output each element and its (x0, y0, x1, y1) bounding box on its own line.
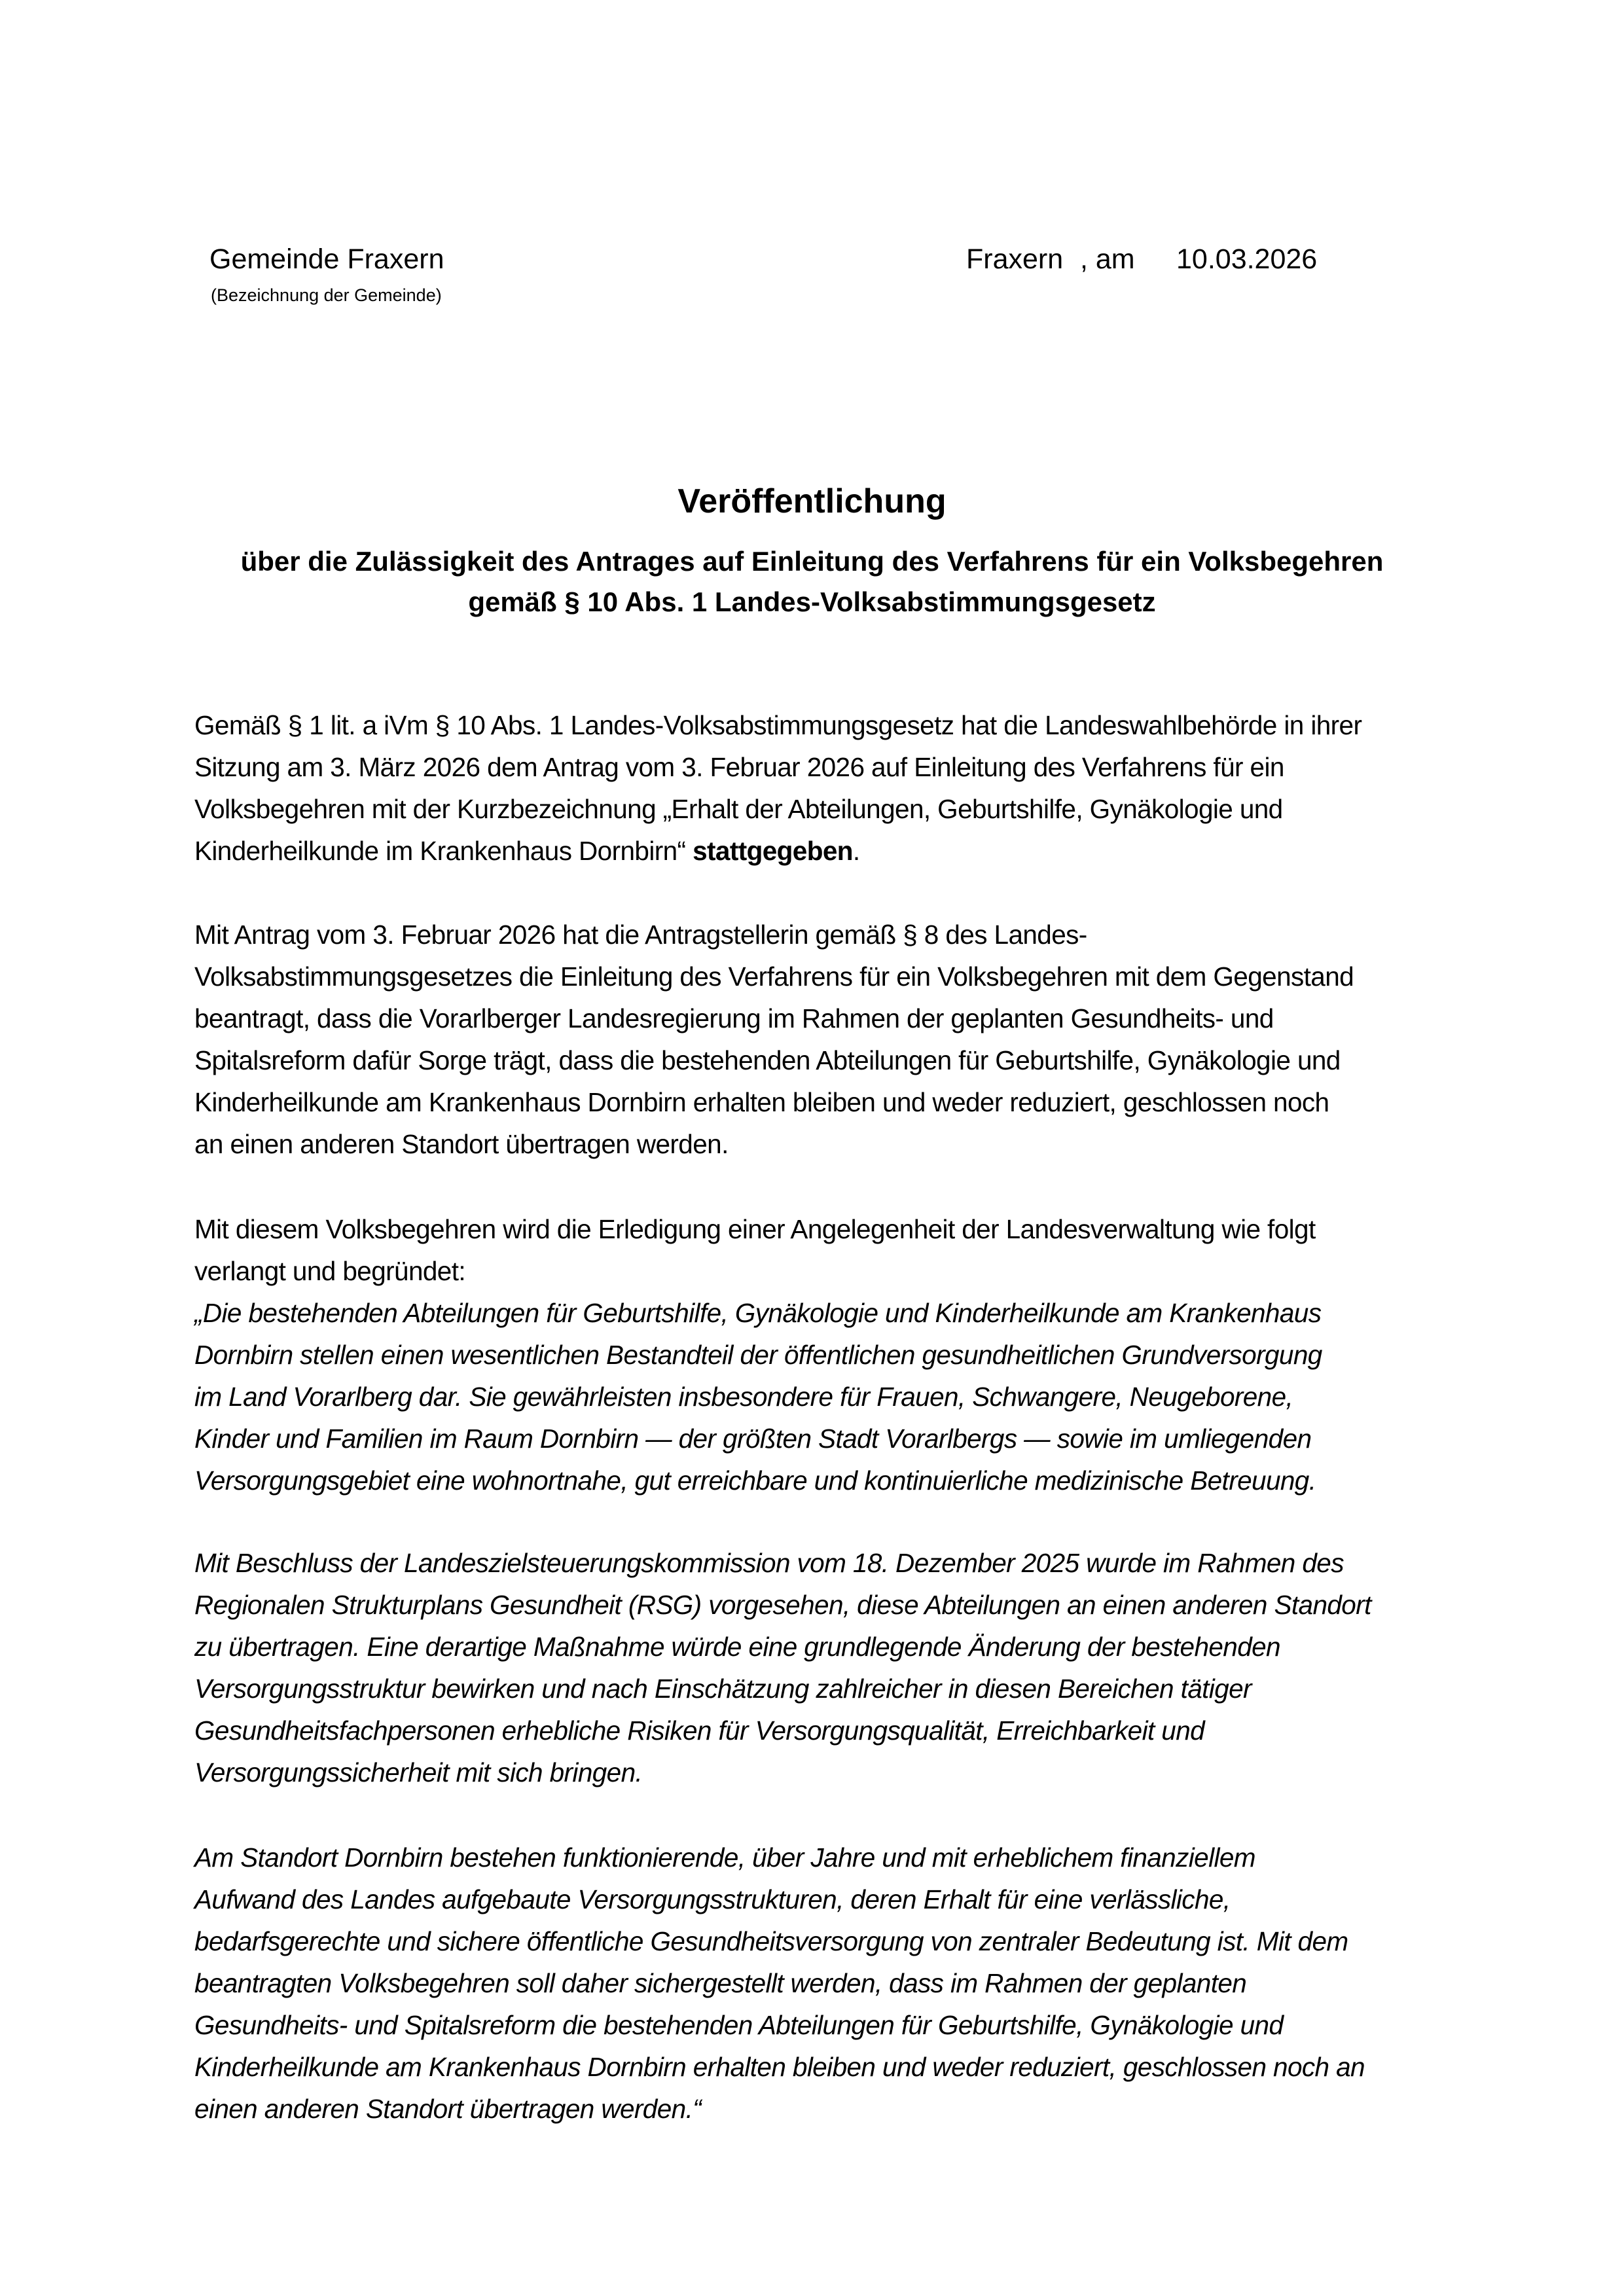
quote-line: im Land Vorarlberg dar. Sie gewährleisten insbesondere für Frauen, Schwangere, Neugeborene, (194, 1382, 1293, 1412)
page-title: Veröffentlichung (677, 482, 947, 520)
quote-line: Gesundheitsfachpersonen erhebliche Risiken für Versorgungsqualität, Erreichbarkeit und (194, 1715, 1205, 1746)
quote-line: „Die bestehenden Abteilungen für Geburtshilfe, Gynäkologie und Kinderheilkunde am Krankenhaus (194, 1298, 1322, 1328)
paragraph-1-period: . (852, 836, 860, 866)
paragraph-2-line: Spitalsreform dafür Sorge trägt, dass die bestehenden Abteilungen für Geburtshilfe, Gynäkologie und (194, 1045, 1341, 1075)
quote-line: zu übertragen. Eine derartige Maßnahme würde eine grundlegende Änderung der bestehenden (194, 1632, 1280, 1662)
quote-line: Aufwand des Landes aufgebaute Versorgungsstrukturen, deren Erhalt für eine verlässliche, (194, 1884, 1231, 1914)
quote-line: Versorgungsgebiet eine wohnortnahe, gut erreichbare und kontinuierliche medizinische Betreuung. (194, 1465, 1316, 1496)
paragraph-1-last-line (194, 830, 860, 872)
quote-line: Kinderheilkunde am Krankenhaus Dornbirn erhalten bleiben und weder reduziert, geschlossen noch an (194, 2052, 1365, 2082)
quote-line: beantragten Volksbegehren soll daher sichergestellt werden, dass im Rahmen der geplanten (194, 1968, 1247, 1998)
quote-line: Dornbirn stellen einen wesentlichen Bestandteil der öffentlichen gesundheitlichen Grundversorgung (194, 1340, 1322, 1370)
document-date: 10.03.2026 (1176, 243, 1318, 275)
paragraph-3-line: Mit diesem Volksbegehren wird die Erledigung einer Angelegenheit der Landesverwaltung wie folgt (194, 1214, 1316, 1244)
quote-line: Am Standort Dornbirn bestehen funktionierende, über Jahre und mit erheblichem finanziellem (194, 1842, 1255, 1873)
quote-line: Gesundheits- und Spitalsreform die bestehenden Abteilungen für Geburtshilfe, Gynäkologie und (194, 2010, 1284, 2040)
decision-bold-text: stattgegeben (693, 836, 853, 866)
paragraph-2-line: Kinderheilkunde am Krankenhaus Dornbirn erhalten bleiben und weder reduziert, geschlossen noch (194, 1087, 1329, 1117)
place-separator: , am (1080, 243, 1135, 275)
paragraph-1-text: Kinderheilkunde im Krankenhaus Dornbirn“ (194, 836, 693, 866)
quote-line: Kinder und Familien im Raum Dornbirn — der größten Stadt Vorarlbergs — sowie im umliegenden (194, 1424, 1312, 1454)
paragraph-2-line: Volksabstimmungsgesetzes die Einleitung des Verfahrens für ein Volksbegehren mit dem Gegenstand (194, 961, 1354, 992)
paragraph-1-line: Sitzung am 3. März 2026 dem Antrag vom 3. Februar 2026 auf Einleitung des Verfahrens für ein (194, 752, 1284, 782)
paragraph-1-line: Volksbegehren mit der Kurzbezeichnung „Erhalt der Abteilungen, Geburtshilfe, Gynäkologie und (194, 794, 1283, 824)
paragraph-2-line: an einen anderen Standort übertragen werden. (194, 1129, 729, 1159)
quote-line: Versorgungssicherheit mit sich bringen. (194, 1757, 643, 1787)
subtitle-line: gemäß § 10 Abs. 1 Landes-Volksabstimmungsgesetz (468, 586, 1156, 617)
quote-line: Versorgungsstruktur bewirken und nach Einschätzung zahlreicher in diesen Bereichen tätiger (194, 1674, 1252, 1704)
municipality-caption: (Bezeichnung der Gemeinde) (211, 285, 442, 305)
quote-line: bedarfsgerechte und sichere öffentliche Gesundheitsversorgung von zentraler Bedeutung ist. Mit dem (194, 1926, 1348, 1956)
paragraph-2-line: Mit Antrag vom 3. Februar 2026 hat die Antragstellerin gemäß § 8 des Landes- (194, 920, 1087, 950)
paragraph-1-line: Gemäß § 1 lit. a iVm § 10 Abs. 1 Landes-Volksabstimmungsgesetz hat die Landeswahlbehörde in ihrer (194, 710, 1362, 740)
quote-line: einen anderen Standort übertragen werden.“ (194, 2094, 702, 2124)
quote-line: Mit Beschluss der Landeszielsteuerungskommission vom 18. Dezember 2025 wurde im Rahmen des (194, 1548, 1344, 1578)
paragraph-3-line: verlangt und begründet: (194, 1256, 466, 1286)
quote-line: Regionalen Strukturplans Gesundheit (RSG) vorgesehen, diese Abteilungen an einen anderen Standort (194, 1590, 1371, 1620)
paragraph-2-line: beantragt, dass die Vorarlberger Landesregierung im Rahmen der geplanten Gesundheits- und (194, 1003, 1274, 1033)
subtitle-line: über die Zulässigkeit des Antrages auf Einleitung des Verfahrens für ein Volksbegehren (240, 546, 1384, 577)
municipality-name: Gemeinde Fraxern (209, 243, 444, 275)
place-name: Fraxern (966, 243, 1064, 275)
